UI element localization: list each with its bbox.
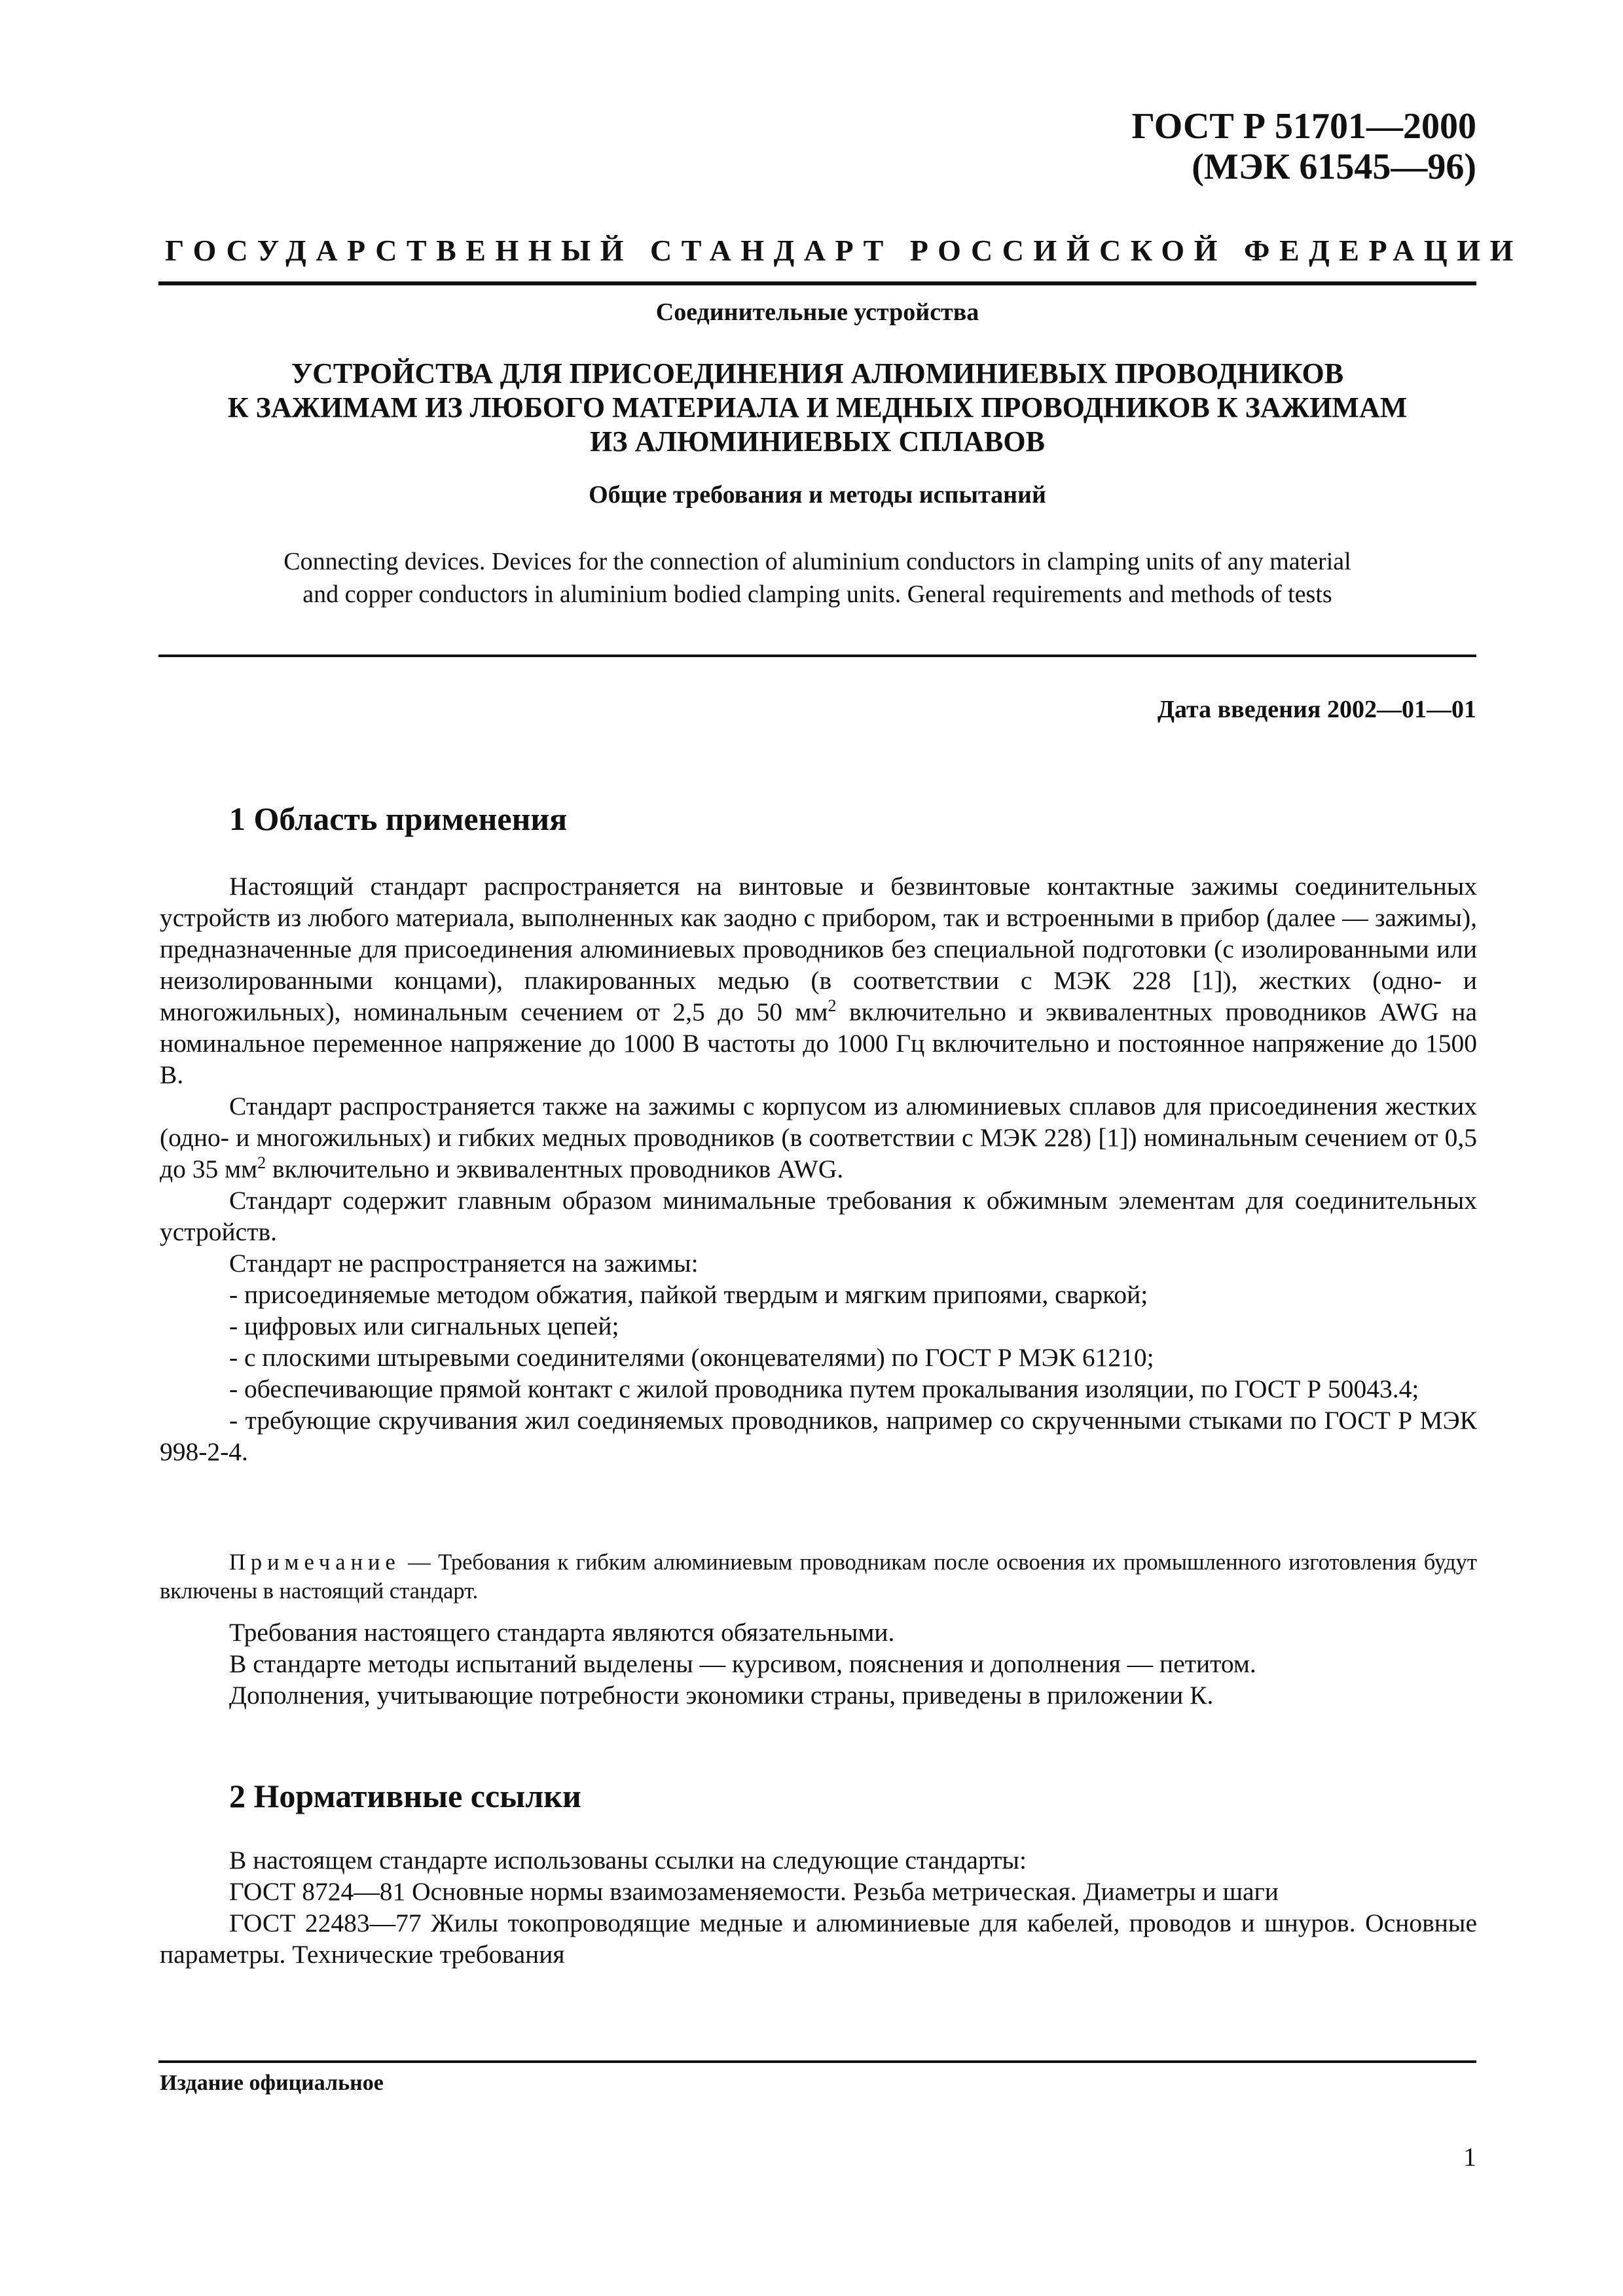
list-item: - цифровых или сигнальных цепей; [229,1312,619,1340]
english-title [158,545,1476,611]
document-subtitle: Общие требования и методы испытаний [589,481,1046,509]
paragraph: Стандарт распространяется также на зажимы с корпусом из алюминиевых сплавов для присоединения жестких (одно- и многожильных) и гибких медных проводников (в соответствии с МЭК 228) [1]) номинальным сечением от 0,5 до 35 $мм^2$ включительно и эквивалентных проводников AWG. [160,1092,1477,1183]
title-line-1: УСТРОЙСТВА ДЛЯ ПРИСОЕДИНЕНИЯ АЛЮМИНИЕВЫХ ПРОВОДНИКОВ [291,357,1344,389]
standard-number-block [1132,106,1476,187]
footer-divider [158,2060,1476,2063]
edition-label: Издание официальное [160,2071,384,2095]
english-title-line-2: and copper conductors in aluminium bodied clamping units. General requirements and methods of tests [302,581,1332,608]
paragraph: В настоящем стандарте использованы ссылки на следующие стандарты: [229,1846,1027,1874]
paragraph: Стандарт не распространяется на зажимы: [229,1249,699,1278]
section-1-body [160,870,1477,1467]
state-standard-heading: ГОСУДАРСТВЕННЫЙ СТАНДАРТ РОССИЙСКОЙ ФЕДЕРАЦИИ [165,234,1523,267]
section-1-closing [160,1617,1477,1711]
iec-number: (МЭК 61545—96) [1192,147,1476,187]
paragraph: Стандарт содержит главным образом минимальные требования к обжимным элементам для соединительных устройств. [160,1186,1477,1246]
note-label: Примечание [229,1550,401,1575]
paragraph: Требования настоящего стандарта являются обязательными. [229,1618,895,1647]
note-text: — Требования к гибким алюминиевым проводникам после освоения их промышленного изготовления будут включены в настоящий стандарт. [160,1550,1477,1604]
reference-item: ГОСТ 22483—77 Жилы токопроводящие медные и алюминиевые для кабелей, проводов и шнуров. Основные параметры. Технические требования [160,1909,1477,1969]
list-item: - с плоскими штыревыми соединителями (оконцевателями) по ГОСТ Р МЭК 61210; [229,1343,1154,1372]
page-number: 1 [1463,2142,1476,2172]
section-2-heading: 2 Нормативные ссылки [229,1778,581,1814]
title-line-3: ИЗ АЛЮМИНИЕВЫХ СПЛАВОВ [590,425,1045,457]
document-title [158,357,1476,459]
header-divider [158,281,1476,285]
list-item: - требующие скручивания жил соединяемых проводников, например со скрученными стыками по ГОСТ Р МЭК 998-2-4. [160,1406,1477,1466]
list-item: - обеспечивающие прямой контакт с жилой проводника путем прокалывания изоляции, по ГОСТ Р 50043.4; [229,1374,1419,1403]
gost-number: ГОСТ Р 51701—2000 [1131,106,1476,147]
paragraph: Настоящий стандарт распространяется на винтовые и безвинтовые контактные зажимы соединительных устройств из любого материала, выполненных как заодно с прибором, так и встроенными в прибор (далее — зажимы), предназначенные для присоединения алюминиевых проводников без специальной подготовки (с изолированными или неизолированными концами), плакированных медью (в соответствии с МЭК 228 [1]), жестких (одно- и многожильных), номинальным сечением от 2,5 до 50 $мм^2$ включительно и эквивалентных проводников AWG на номинальное переменное напряжение до 1000 В частоты до 1000 Гц включительно и постоянное напряжение до 1500 В. [160,872,1477,1089]
introduction-date: Дата введения 2002—01—01 [1157,696,1476,723]
list-item: - присоединяемые методом обжатия, пайкой твердым и мягким припоями, сваркой; [229,1280,1148,1309]
title-line-2: К ЗАЖИМАМ ИЗ ЛЮБОГО МАТЕРИАЛА И МЕДНЫХ ПРОВОДНИКОВ К ЗАЖИМАМ [227,391,1408,423]
paragraph: В стандарте методы испытаний выделены — курсивом, пояснения и дополнения — петитом. [229,1649,1256,1678]
english-title-line-1: Connecting devices. Devices for the connection of aluminium conductors in clamping units of any material [283,548,1351,575]
note [160,1548,1477,1605]
paragraph: Дополнения, учитывающие потребности экономики страны, приведены в приложении К. [229,1681,1214,1710]
title-divider [158,655,1476,657]
category-title: Соединительные устройства [655,298,979,326]
section-1-heading: 1 Область применения [229,800,568,837]
section-2-body [160,1844,1477,1970]
reference-item: ГОСТ 8724—81 Основные нормы взаимозаменяемости. Резьба метрическая. Диаметры и шаги [229,1877,1279,1906]
